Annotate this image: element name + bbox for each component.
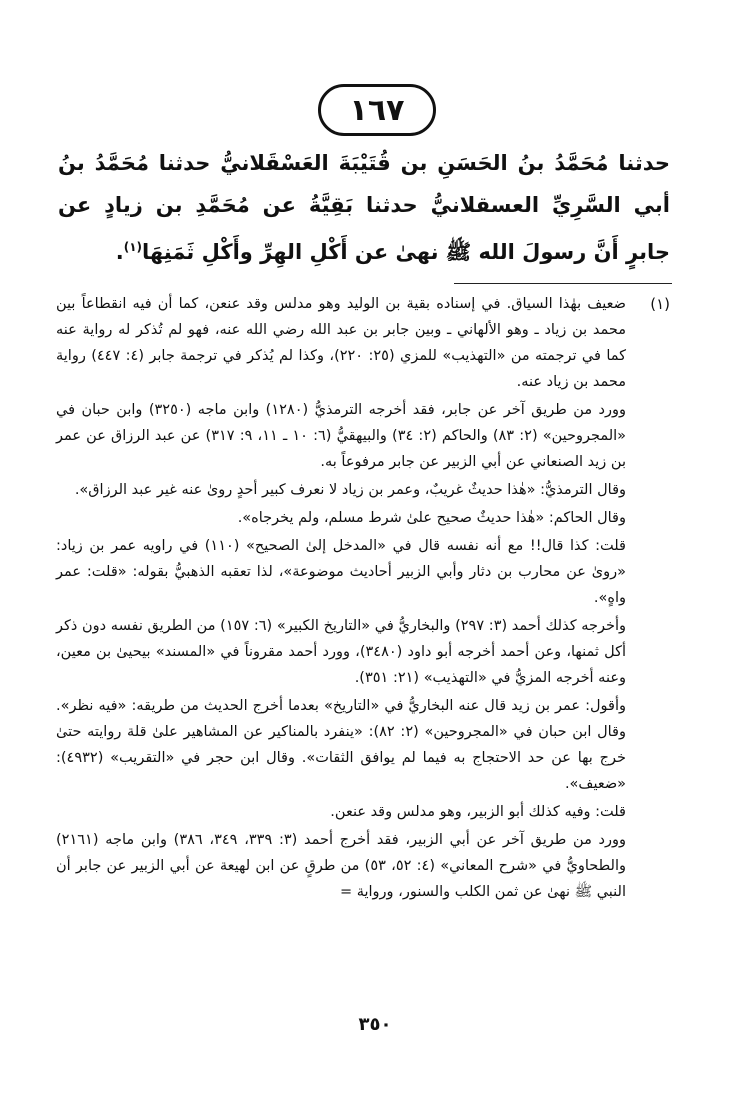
footnote-paragraph: وورد من طريق آخر عن أبي الزبير، فقد أخرج أحمد (٣: ٣٣٩، ٣٤٩، ٣٨٦) وابن ماجه (٢١٦١) والطحاويُّ في «شرح المعاني» (٤: ٥٢، ٥٣) من طرقٍ عن ابن لهيعة عن أبي الزبير عن جابر أن النبي ﷺ نهىٰ عن ثمن الكلب والسنور، ورواية = <box>56 832 627 900</box>
footnote-paragraph: قلت: وفيه كذلك أبو الزبير، وهو مدلس وقد عنعن. <box>330 804 626 820</box>
footnote-paragraph: قلت: كذا قال!! مع أنه نفسه قال في «المدخل إلىٰ الصحيح» (١١٠) في راويه عمر بن زياد: «روىٰ عن محارب بن دثار وأبي الزبير أحاديث موضوعة»، لذا تعقبه الذهبيُّ بقوله: «قلت: عمر واهٍ». <box>56 538 626 606</box>
footnote-paragraph: وأقول: عمر بن زيد قال عنه البخاريُّ في «التاريخ» بعدما أخرج الحديث من طريقه: «فيه نظر». وقال ابن حبان في «المجروحين» (٢: ٨٢): «ينفرد بالمناكير عن المشاهير علىٰ قلة روايته حتىٰ خرج بها عن حد الاحتجاج به فيما لم يوافق الثقات». وقال ابن حجر في «التقريب» (٤٩٣٢): «ضعيف». <box>56 698 626 792</box>
footnote-paragraph: وقال الحاكم: «هٰذا حديثٌ صحيح علىٰ شرط مسلم، ولم يخرجاه». <box>237 510 626 526</box>
hadith-body: حدثنا مُحَمَّدُ بنُ الحَسَنِ بن قُتَيْبَةَ العَسْقَلانيُّ حدثنا مُحَمَّدُ بنُ أبي السَّرِيِّ العسقلانيُّ حدثنا بَقِيَّةُ عن مُحَمَّدِ بن زيادٍ عن جابرٍ أَنَّ رسولَ الله ﷺ نهىٰ عن أَكْلِ الهِرِّ وأَكْلِ ثَمَنِهَا <box>58 151 670 264</box>
footnote-paragraph: وورد من طريق آخر عن جابر، فقد أخرجه الترمذيُّ (١٢٨٠) وابن ماجه (٣٢٥٠) وابن حبان في «المجروحين» (٢: ٨٣) والحاكم (٢: ٣٤) والبيهقيُّ (٦: ١٠ ـ ١١، ٩: ٣١٧) عن عبد الرزاق عن عمر بن زيد الصنعاني عن أبي الزبير عن جابر مرفوعاً به. <box>56 402 627 470</box>
page-number: ٣٥٠ <box>358 1014 392 1035</box>
hadith-text <box>58 142 670 273</box>
footnote-body <box>56 291 626 905</box>
hadith-end-mark: . <box>115 240 124 264</box>
footnote-reference[interactable]: (١) <box>123 240 143 254</box>
footnote-paragraph: ضعيف بهٰذا السياق. في إسناده بقية بن الوليد وهو مدلس وقد عنعن، كما أن فيه انقطاعاً بين محمد بن زياد ـ وهو الألهاني ـ وبين جابر بن عبد الله رضي الله عنه، فهو لم تُذكر له رواية عنه كما في ترجمته من «التهذيب» للمزي (٢٥: ٢٢٠)، وكذا لم يُذكر في ترجمة جابر (٤: ٤٤٧) رواية محمد بن زياد عنه. <box>56 296 627 390</box>
hadith-number: ١٦٧ <box>349 92 405 128</box>
footnote-paragraph: وأخرجه كذلك أحمد (٣: ٢٩٧) والبخاريُّ في «التاريخ الكبير» (٦: ١٥٧) من الطريق نفسه دون ذكر أكل ثمنها، وعن أحمد أخرجه أبو داود (٣٤٨٠)، وورد أحمد مقروناً في «المسند» بيحيىٰ بن معين، وعنه أخرجه المزيُّ في «التهذيب» (٢١: ٣٥١). <box>56 618 627 686</box>
footnote-divider <box>454 283 672 284</box>
footnotes <box>58 291 670 907</box>
footnote-marker: (١) <box>650 295 670 313</box>
hadith-number-badge <box>318 84 436 136</box>
footnote-paragraph: وقال الترمذيُّ: «هٰذا حديثٌ غريبٌ، وعمر بن زياد لا نعرف كبير أحدٍ روىٰ عنه غير عبد الرزاق». <box>74 482 626 498</box>
